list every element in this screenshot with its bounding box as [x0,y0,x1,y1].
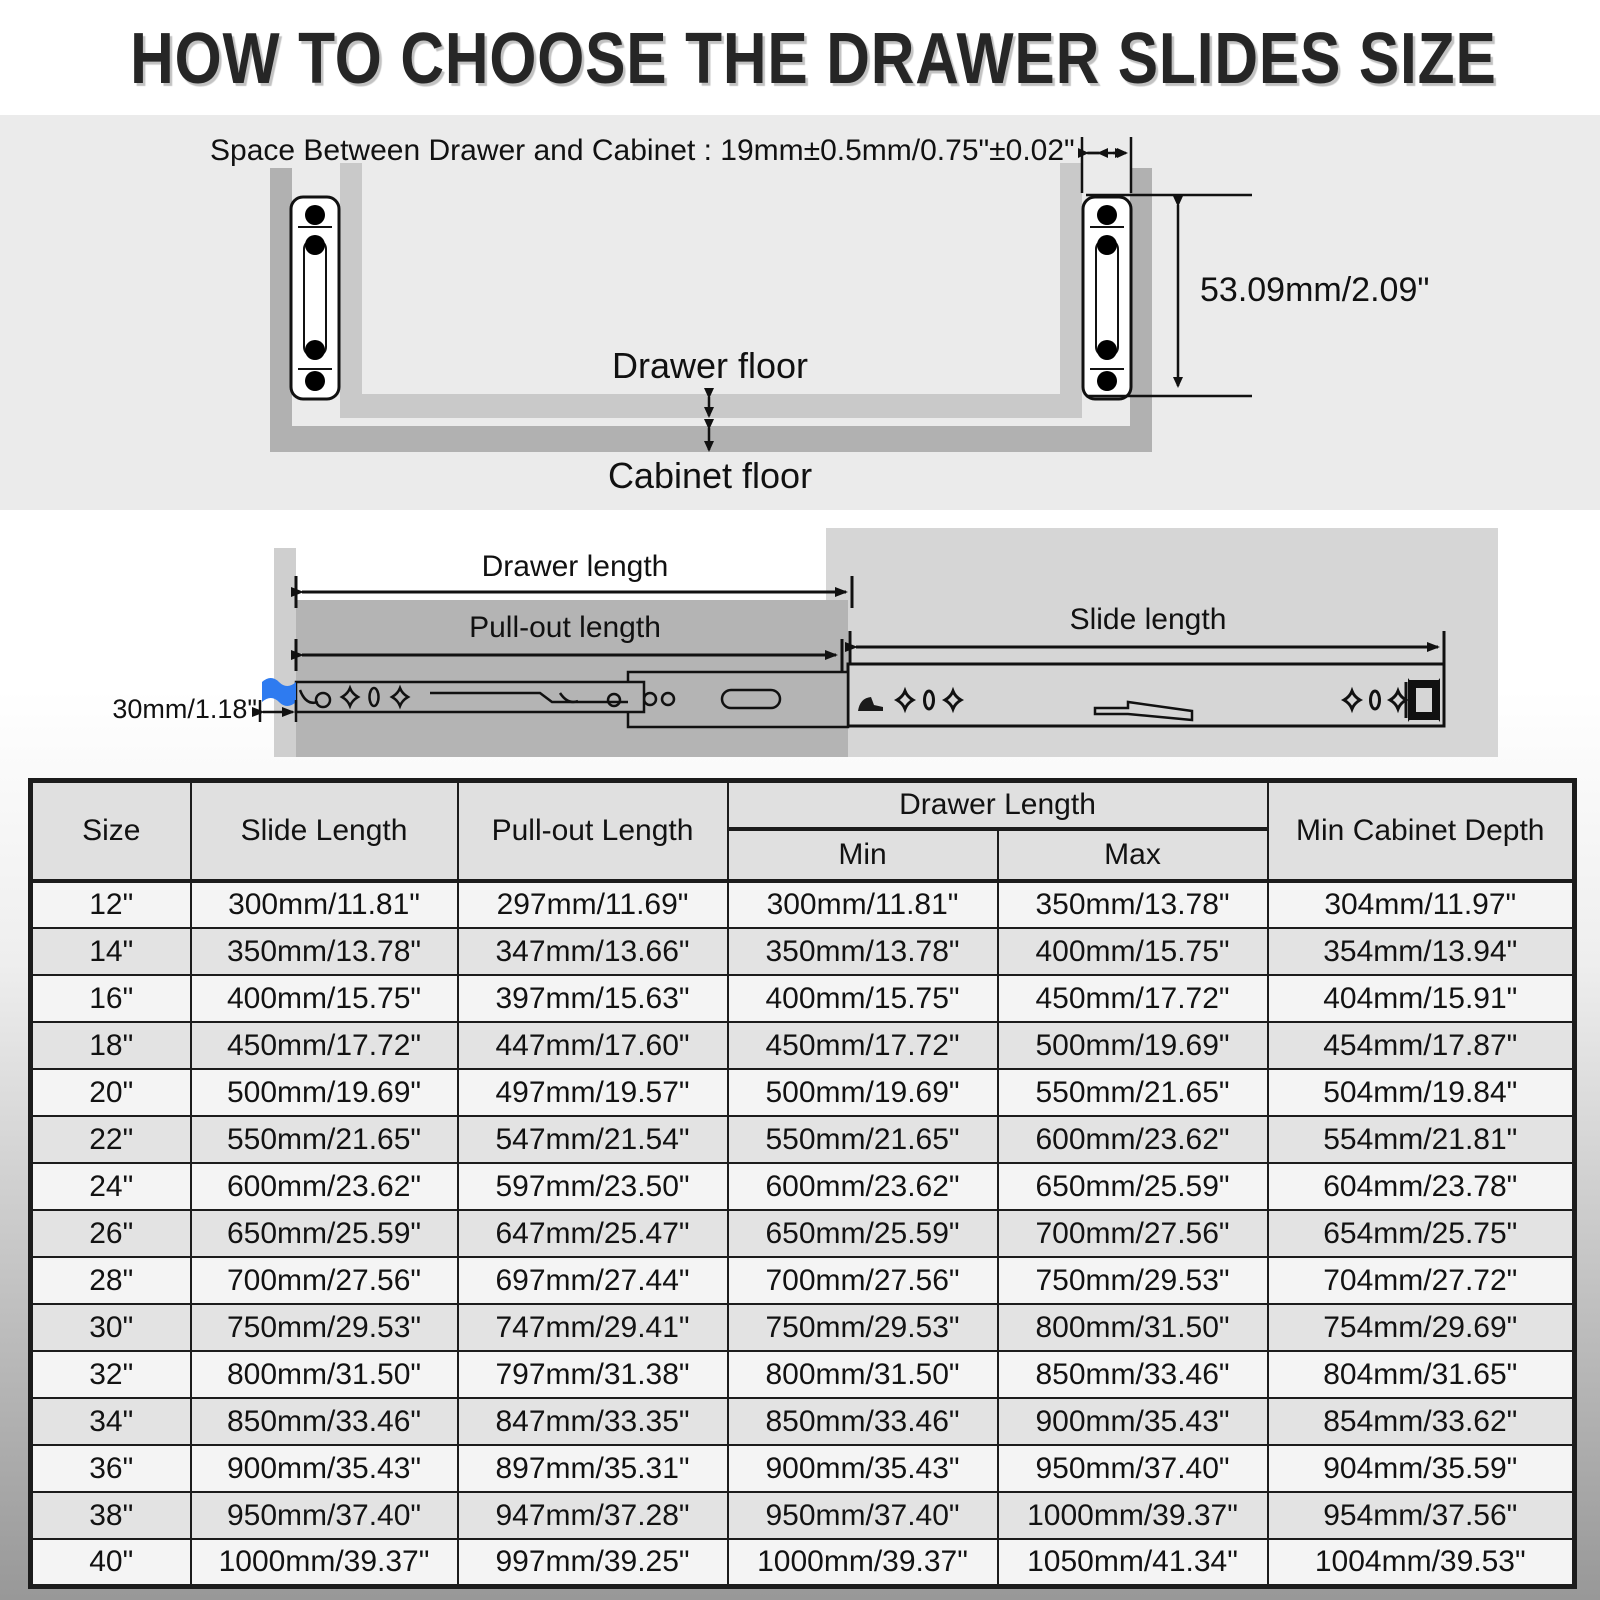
table-cell: 847mm/33.35" [458,1398,728,1445]
table-cell: 950mm/37.40" [998,1445,1268,1492]
table-cell: 28" [31,1257,191,1304]
table-cell: 997mm/39.25" [458,1539,728,1586]
table-cell: 297mm/11.69" [458,881,728,928]
table-cell: 797mm/31.38" [458,1351,728,1398]
table-cell: 900mm/35.43" [191,1445,458,1492]
table-row [31,1163,1575,1210]
table-cell: 600mm/23.62" [728,1163,998,1210]
table-cell: 850mm/33.46" [998,1351,1268,1398]
offset-label: 30mm/1.18" [112,694,257,724]
table-cell: 397mm/15.63" [458,975,728,1022]
side-view-diagram [0,510,1600,778]
inner-rail [296,682,644,712]
table-cell: 497mm/19.57" [458,1069,728,1116]
table-cell: 654mm/25.75" [1268,1210,1575,1257]
table-cell: 16" [31,975,191,1022]
table-body [31,881,1575,1586]
table-cell: 504mm/19.84" [1268,1069,1575,1116]
table-cell: 904mm/35.59" [1268,1445,1575,1492]
table-cell: 604mm/23.78" [1268,1163,1575,1210]
table-cell: 750mm/29.53" [998,1257,1268,1304]
table-cell: 850mm/33.46" [728,1398,998,1445]
table-cell: 647mm/25.47" [458,1210,728,1257]
table-cell: 900mm/35.43" [728,1445,998,1492]
table-cell: 304mm/11.97" [1268,881,1575,928]
table-row [31,1210,1575,1257]
table-cell: 22" [31,1116,191,1163]
table-cell: 754mm/29.69" [1268,1304,1575,1351]
table-row [31,1492,1575,1539]
table-cell: 804mm/31.65" [1268,1351,1575,1398]
table-cell: 24" [31,1163,191,1210]
table-row [31,1445,1575,1492]
table-row [31,975,1575,1022]
table-cell: 350mm/13.78" [191,928,458,975]
page-title-wrap [0,18,1600,100]
size-table [28,778,1577,1589]
drawer-length-label: Drawer length [481,550,669,583]
table-cell: 597mm/23.50" [458,1163,728,1210]
cabinet-floor-label: Cabinet floor [607,455,813,496]
header-drawer-length: Drawer Length [728,781,1268,830]
table-cell: 454mm/17.87" [1268,1022,1575,1069]
table-cell: 400mm/15.75" [191,975,458,1022]
table-cell: 14" [31,928,191,975]
table-cell: 300mm/11.81" [191,881,458,928]
table-cell: 897mm/35.31" [458,1445,728,1492]
table-row [31,1539,1575,1586]
slide-cross-section-right [1083,197,1131,399]
table-cell: 750mm/29.53" [728,1304,998,1351]
table-row [31,1351,1575,1398]
table-row [31,1069,1575,1116]
table-cell: 900mm/35.43" [998,1398,1268,1445]
table-cell: 750mm/29.53" [191,1304,458,1351]
table-cell: 350mm/13.78" [728,928,998,975]
table-cell: 450mm/17.72" [998,975,1268,1022]
drawer-floor-label: Drawer floor [611,345,809,386]
space-label: Space Between Drawer and Cabinet : 19mm±0.5mm/0.75"±0.02" [210,134,1075,167]
cabinet-front-bar [274,548,296,757]
table-cell: 38" [31,1492,191,1539]
table-cell: 400mm/15.75" [998,928,1268,975]
table-cell: 854mm/33.62" [1268,1398,1575,1445]
header-pullout-length: Pull-out Length [458,781,728,882]
table-cell: 500mm/19.69" [728,1069,998,1116]
table-cell: 550mm/21.65" [191,1116,458,1163]
table-cell: 700mm/27.56" [728,1257,998,1304]
table-cell: 18" [31,1022,191,1069]
table-cell: 34" [31,1398,191,1445]
table-cell: 1004mm/39.53" [1268,1539,1575,1586]
table-cell: 30" [31,1304,191,1351]
table-cell: 26" [31,1210,191,1257]
table-cell: 800mm/31.50" [728,1351,998,1398]
table-cell: 700mm/27.56" [191,1257,458,1304]
table-cell: 547mm/21.54" [458,1116,728,1163]
table-cell: 600mm/23.62" [998,1116,1268,1163]
table-row [31,1257,1575,1304]
table-cell: 954mm/37.56" [1268,1492,1575,1539]
table-cell: 550mm/21.65" [998,1069,1268,1116]
table-cell: 450mm/17.72" [191,1022,458,1069]
pullout-length-label: Pull-out length [469,611,661,644]
table-row [31,928,1575,975]
table-cell: 650mm/25.59" [191,1210,458,1257]
table-cell: 20" [31,1069,191,1116]
table-cell: 850mm/33.46" [191,1398,458,1445]
header-slide-length: Slide Length [191,781,458,882]
page-title: HOW TO CHOOSE THE DRAWER SLIDES SIZE [130,19,1497,99]
table-cell: 300mm/11.81" [728,881,998,928]
table-cell: 354mm/13.94" [1268,928,1575,975]
table-cell: 400mm/15.75" [728,975,998,1022]
table-row [31,1116,1575,1163]
table-cell: 600mm/23.62" [191,1163,458,1210]
table-cell: 1000mm/39.37" [728,1539,998,1586]
table-cell: 350mm/13.78" [998,881,1268,928]
table-cell: 12" [31,881,191,928]
header-min: Min [728,829,998,881]
table-cell: 697mm/27.44" [458,1257,728,1304]
size-table-wrap [28,778,1577,1589]
table-cell: 1050mm/41.34" [998,1539,1268,1586]
space-dimension [1082,137,1131,193]
table-row [31,1398,1575,1445]
cross-section-diagram [0,115,1600,510]
table-row [31,881,1575,928]
table-cell: 1000mm/39.37" [998,1492,1268,1539]
table-cell: 704mm/27.72" [1268,1257,1575,1304]
table-cell: 1000mm/39.37" [191,1539,458,1586]
table-cell: 950mm/37.40" [728,1492,998,1539]
table-cell: 450mm/17.72" [728,1022,998,1069]
slide-length-label: Slide length [1069,603,1227,636]
table-cell: 40" [31,1539,191,1586]
table-cell: 32" [31,1351,191,1398]
table-cell: 500mm/19.69" [191,1069,458,1116]
slide-cross-section-left [291,197,339,399]
table-cell: 747mm/29.41" [458,1304,728,1351]
table-cell: 650mm/25.59" [728,1210,998,1257]
table-cell: 700mm/27.56" [998,1210,1268,1257]
table-row [31,1022,1575,1069]
table-cell: 550mm/21.65" [728,1116,998,1163]
header-max: Max [998,829,1268,881]
table-cell: 800mm/31.50" [998,1304,1268,1351]
table-cell: 36" [31,1445,191,1492]
table-cell: 950mm/37.40" [191,1492,458,1539]
header-size: Size [31,781,191,882]
table-row [31,1304,1575,1351]
header-min-cabinet-depth: Min Cabinet Depth [1268,781,1575,882]
table-cell: 404mm/15.91" [1268,975,1575,1022]
table-cell: 800mm/31.50" [191,1351,458,1398]
table-cell: 947mm/37.28" [458,1492,728,1539]
table-cell: 447mm/17.60" [458,1022,728,1069]
table-cell: 500mm/19.69" [998,1022,1268,1069]
height-label: 53.09mm/2.09" [1200,271,1430,309]
table-cell: 554mm/21.81" [1268,1116,1575,1163]
table-cell: 650mm/25.59" [998,1163,1268,1210]
middle-rail [628,672,848,727]
table-cell: 347mm/13.66" [458,928,728,975]
outer-rail [848,664,1444,726]
